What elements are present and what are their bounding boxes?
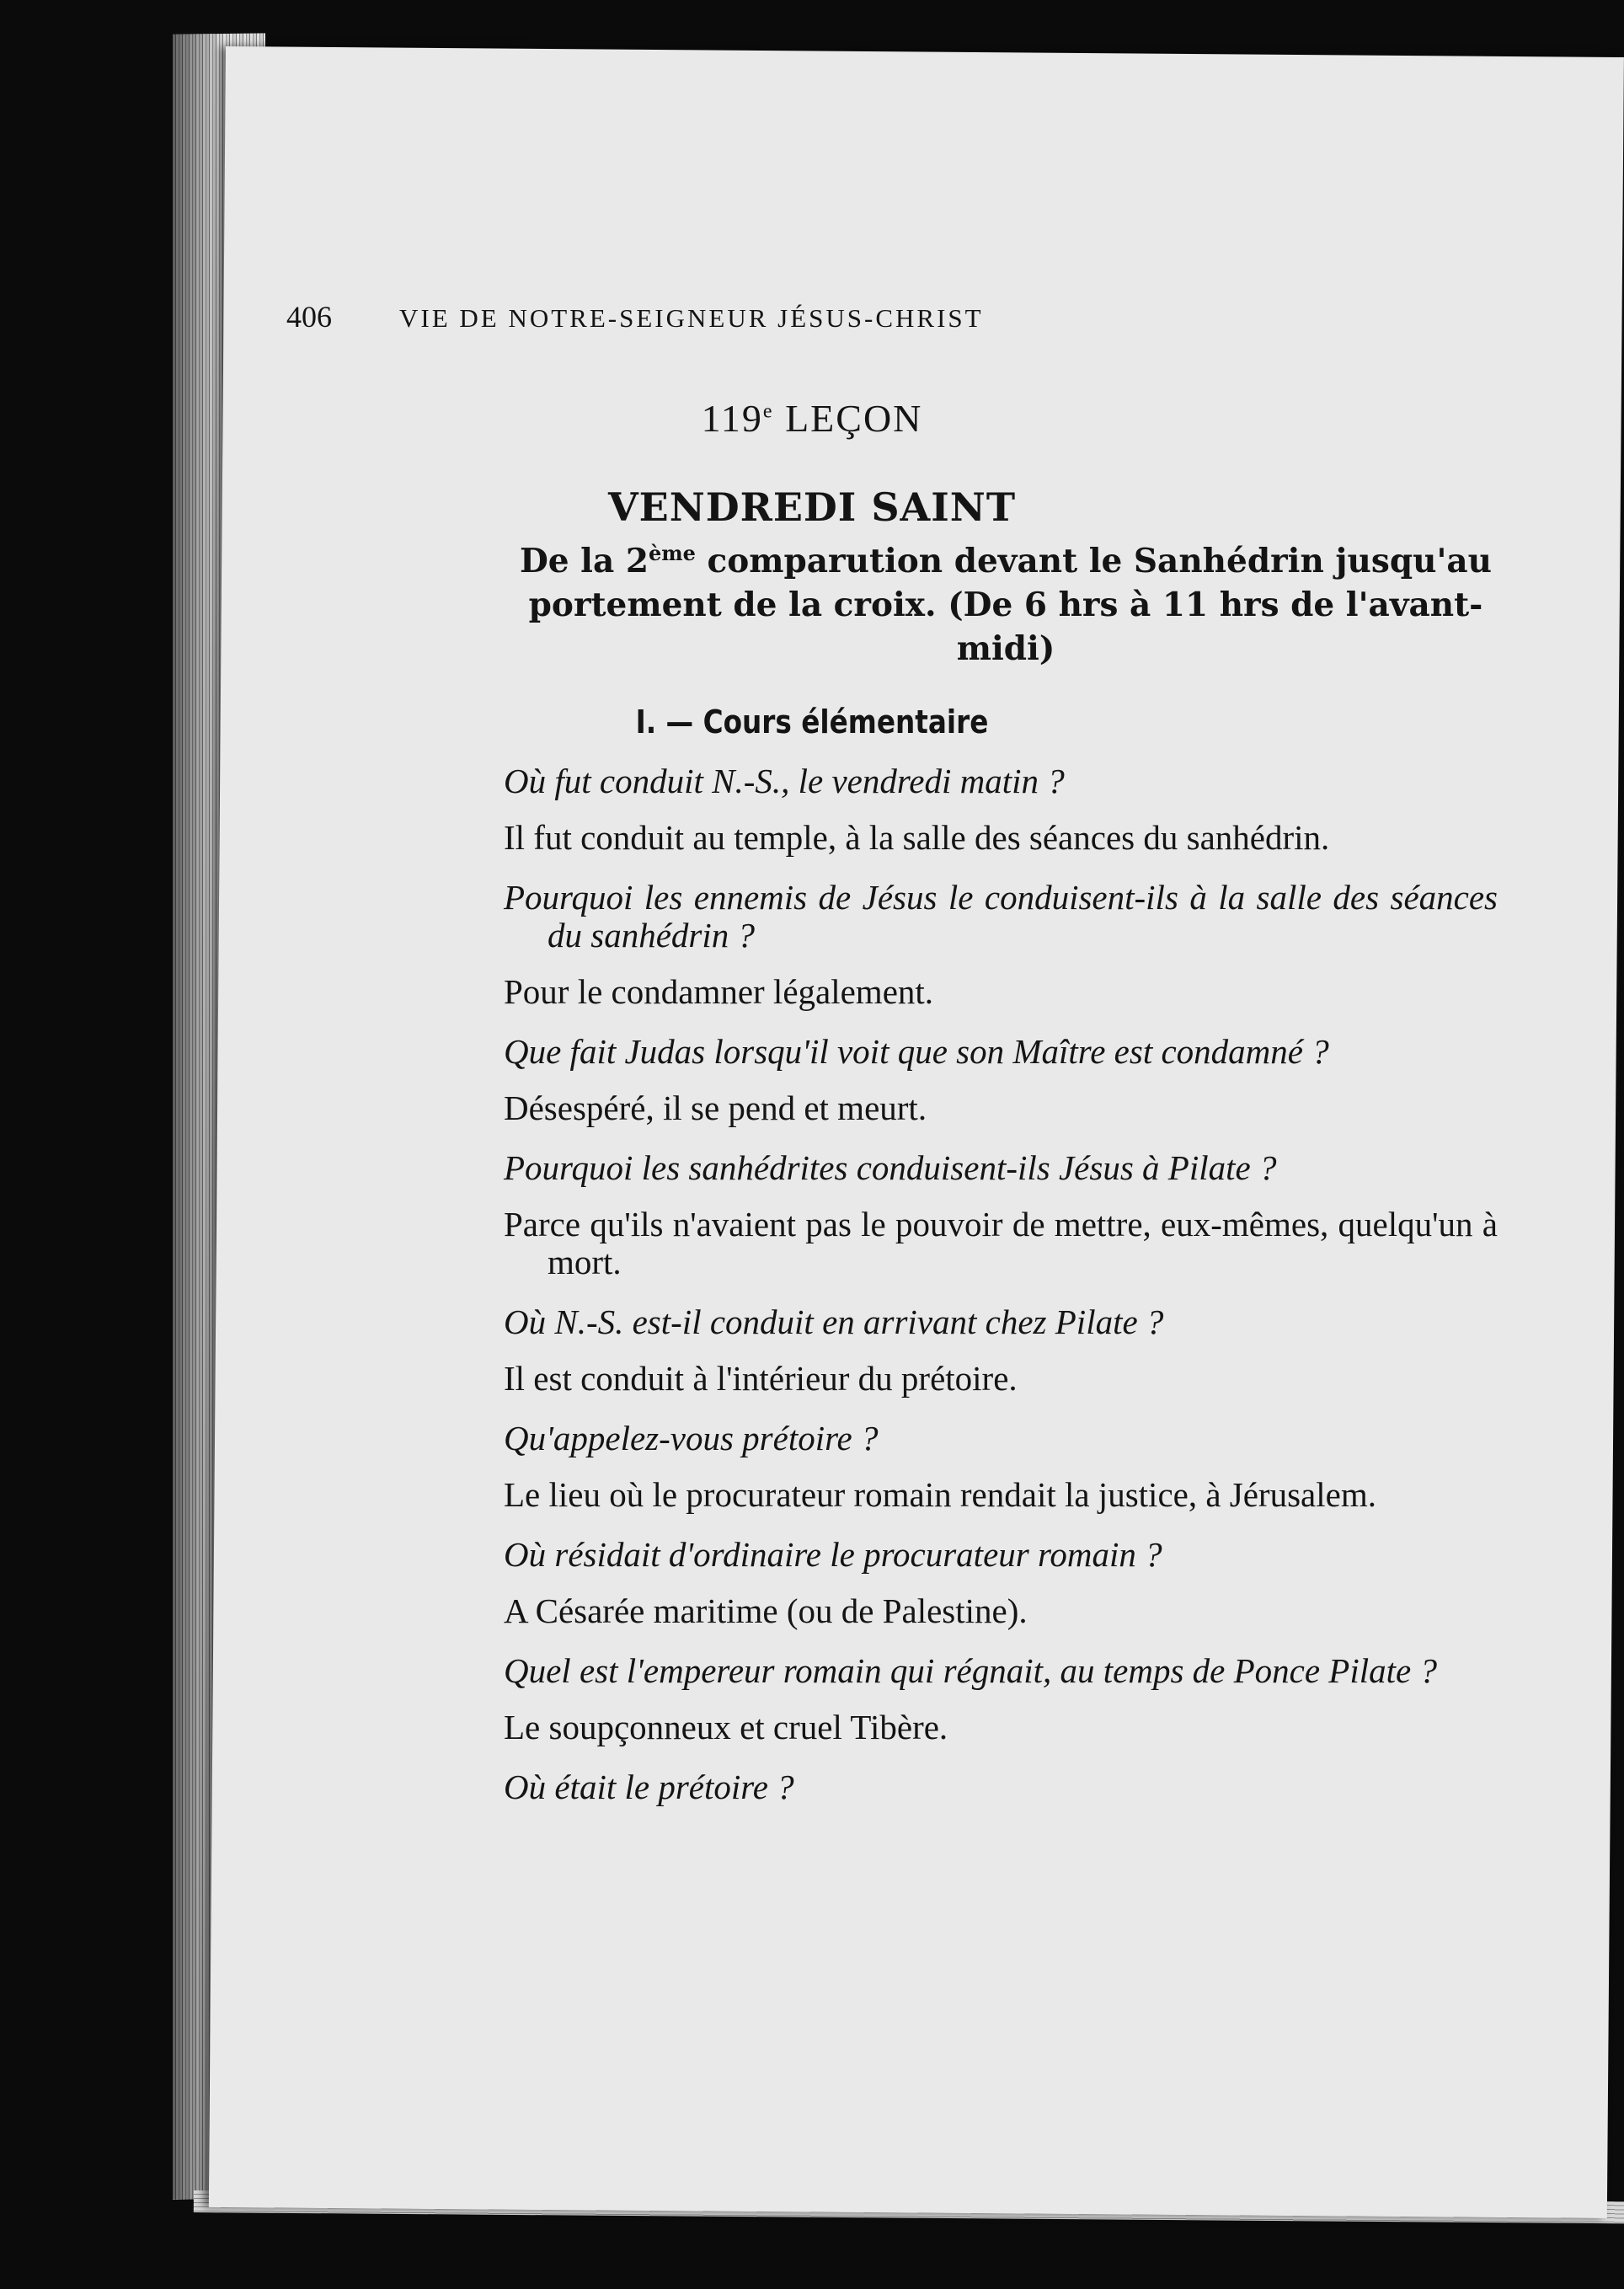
answer: Pour le condamner légalement. — [504, 972, 934, 1011]
answer: Il fut conduit au temple, à la salle des séances du sanhédrin. — [504, 818, 1330, 857]
answer: A Césarée maritime (ou de Palestine). — [504, 1591, 1028, 1630]
lesson-label: LEÇON — [785, 397, 923, 440]
question: Pourquoi les sanhédrites conduisent-ils Jésus à Pilate ? — [504, 1148, 1277, 1187]
subtitle-part2: comparution devant le Sanhédrin jusqu'au portement de la croix. (De 6 hrs à 11 hrs de l'avant-midi) — [528, 542, 1493, 668]
question: Quel est l'empereur romain qui régnait, au temps de Ponce Pilate ? — [504, 1651, 1437, 1690]
section-heading: I. — Cours élémentaire — [635, 703, 989, 741]
page-number: 406 — [286, 300, 332, 334]
question: Où résidait d'ordinaire le procurateur romain ? — [504, 1535, 1162, 1574]
question: Où était le prétoire ? — [504, 1768, 794, 1806]
running-header — [286, 299, 1398, 334]
answer: Le soupçonneux et cruel Tibère. — [504, 1708, 948, 1746]
lesson-number-value: 119 — [701, 397, 763, 440]
answer: Il est conduit à l'intérieur du prétoire. — [504, 1359, 1018, 1398]
answer: Désespéré, il se pend et meurt. — [504, 1088, 927, 1127]
lesson-subtitle — [509, 539, 1503, 671]
subtitle-superscript: ème — [648, 541, 696, 565]
question: Qu'appelez-vous prétoire ? — [504, 1419, 879, 1457]
question: Pourquoi les ennemis de Jésus le conduisent-ils à la salle des séances du sanhédrin ? — [504, 878, 1498, 955]
question-answer-list — [504, 762, 1498, 1825]
lesson-number-suffix: e — [762, 400, 774, 423]
running-title: VIE DE NOTRE-SEIGNEUR JÉSUS-CHRIST — [399, 303, 984, 333]
question: Où N.-S. est-il conduit en arrivant chez Pilate ? — [504, 1302, 1164, 1341]
question: Que fait Judas lorsqu'il voit que son Maître est condamné ? — [504, 1032, 1329, 1071]
subtitle-part1: De la 2 — [519, 542, 649, 580]
answer: Le lieu où le procurateur romain rendait la justice, à Jérusalem. — [504, 1475, 1376, 1514]
lesson-title: VENDREDI SAINT — [607, 484, 1017, 530]
answer: Parce qu'ils n'avaient pas le pouvoir de mettre, eux-mêmes, quelqu'un à mort. — [504, 1205, 1498, 1281]
lesson-number — [0, 396, 1624, 441]
question: Où fut conduit N.-S., le vendredi matin ? — [504, 762, 1065, 800]
